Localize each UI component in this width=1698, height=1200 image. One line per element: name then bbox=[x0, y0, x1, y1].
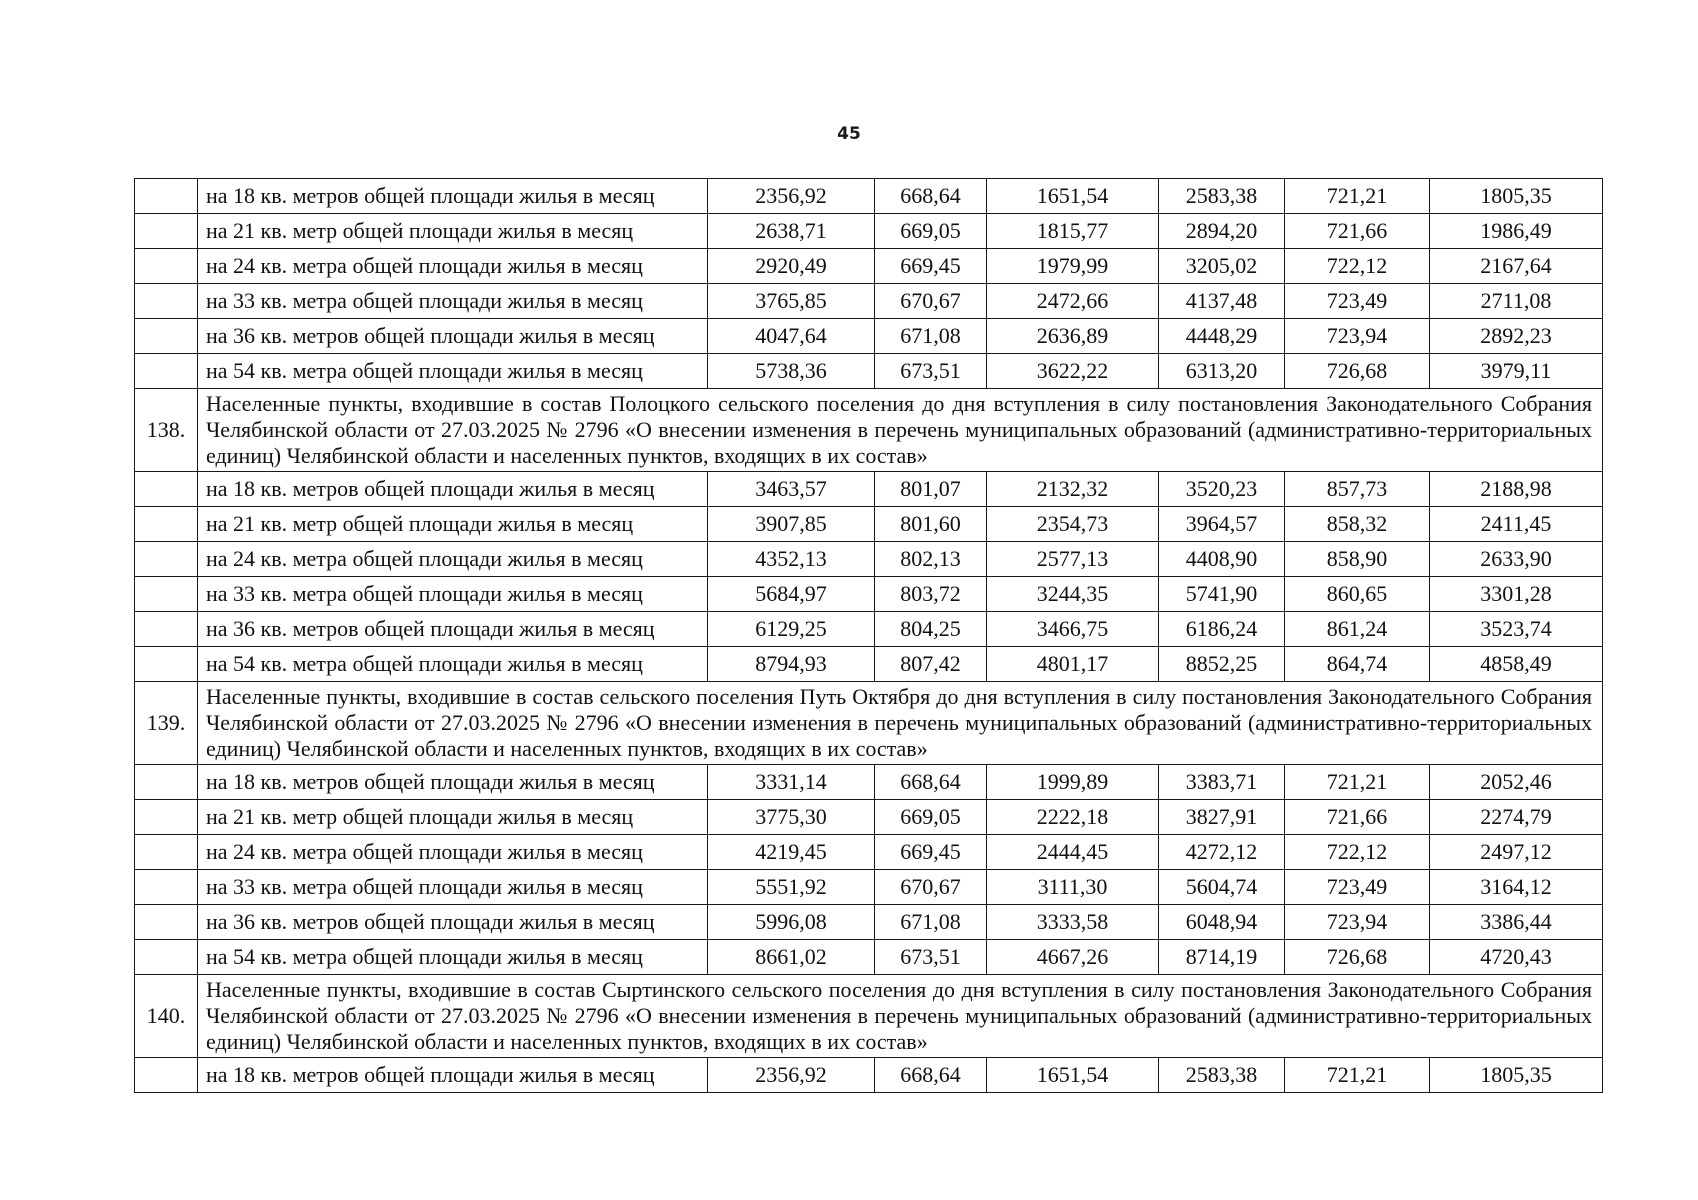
table-row bbox=[135, 179, 1603, 214]
value-cell: 669,45 bbox=[875, 835, 987, 870]
value-cell: 5738,36 bbox=[708, 354, 875, 389]
row-label: на 24 кв. метра общей площади жилья в месяц bbox=[198, 542, 708, 577]
value-cell: 726,68 bbox=[1285, 354, 1430, 389]
table-row bbox=[135, 354, 1603, 389]
row-number-cell bbox=[135, 800, 198, 835]
value-cell: 2132,32 bbox=[987, 472, 1159, 507]
table-row bbox=[135, 542, 1603, 577]
row-number-cell bbox=[135, 284, 198, 319]
value-cell: 4408,90 bbox=[1159, 542, 1285, 577]
value-cell: 721,21 bbox=[1285, 1058, 1430, 1093]
value-cell: 3523,74 bbox=[1430, 612, 1603, 647]
value-cell: 8794,93 bbox=[708, 647, 875, 682]
value-cell: 1815,77 bbox=[987, 214, 1159, 249]
value-cell: 3964,57 bbox=[1159, 507, 1285, 542]
table-row bbox=[135, 905, 1603, 940]
value-cell: 5604,74 bbox=[1159, 870, 1285, 905]
row-label: на 54 кв. метра общей площади жилья в месяц bbox=[198, 354, 708, 389]
row-number-cell bbox=[135, 354, 198, 389]
row-number-cell bbox=[135, 472, 198, 507]
value-cell: 2583,38 bbox=[1159, 1058, 1285, 1093]
value-cell: 4720,43 bbox=[1430, 940, 1603, 975]
row-label: на 36 кв. метров общей площади жилья в месяц bbox=[198, 905, 708, 940]
value-cell: 3386,44 bbox=[1430, 905, 1603, 940]
value-cell: 669,05 bbox=[875, 800, 987, 835]
value-cell: 8852,25 bbox=[1159, 647, 1285, 682]
value-cell: 673,51 bbox=[875, 354, 987, 389]
value-cell: 2354,73 bbox=[987, 507, 1159, 542]
value-cell: 671,08 bbox=[875, 319, 987, 354]
tariff-table bbox=[134, 178, 1603, 1093]
row-label: на 24 кв. метра общей площади жилья в месяц bbox=[198, 249, 708, 284]
row-label: на 18 кв. метров общей площади жилья в месяц bbox=[198, 765, 708, 800]
table-row bbox=[135, 577, 1603, 612]
table-row bbox=[135, 284, 1603, 319]
row-number-cell bbox=[135, 577, 198, 612]
row-label: на 21 кв. метр общей площади жилья в месяц bbox=[198, 507, 708, 542]
value-cell: 858,32 bbox=[1285, 507, 1430, 542]
value-cell: 3520,23 bbox=[1159, 472, 1285, 507]
value-cell: 673,51 bbox=[875, 940, 987, 975]
row-number-cell bbox=[135, 1058, 198, 1093]
value-cell: 2356,92 bbox=[708, 1058, 875, 1093]
value-cell: 804,25 bbox=[875, 612, 987, 647]
row-number-cell bbox=[135, 835, 198, 870]
value-cell: 2472,66 bbox=[987, 284, 1159, 319]
value-cell: 2222,18 bbox=[987, 800, 1159, 835]
table-row bbox=[135, 765, 1603, 800]
value-cell: 723,49 bbox=[1285, 870, 1430, 905]
value-cell: 3463,57 bbox=[708, 472, 875, 507]
value-cell: 2920,49 bbox=[708, 249, 875, 284]
value-cell: 2052,46 bbox=[1430, 765, 1603, 800]
value-cell: 4219,45 bbox=[708, 835, 875, 870]
row-number-cell bbox=[135, 249, 198, 284]
value-cell: 4272,12 bbox=[1159, 835, 1285, 870]
value-cell: 722,12 bbox=[1285, 249, 1430, 284]
section-number: 138. bbox=[135, 389, 198, 472]
value-cell: 721,66 bbox=[1285, 214, 1430, 249]
value-cell: 4448,29 bbox=[1159, 319, 1285, 354]
value-cell: 803,72 bbox=[875, 577, 987, 612]
value-cell: 858,90 bbox=[1285, 542, 1430, 577]
value-cell: 3907,85 bbox=[708, 507, 875, 542]
value-cell: 801,60 bbox=[875, 507, 987, 542]
section-number: 140. bbox=[135, 975, 198, 1058]
value-cell: 3622,22 bbox=[987, 354, 1159, 389]
table-row bbox=[135, 870, 1603, 905]
table-row bbox=[135, 472, 1603, 507]
value-cell: 3979,11 bbox=[1430, 354, 1603, 389]
row-number-cell bbox=[135, 612, 198, 647]
value-cell: 2583,38 bbox=[1159, 179, 1285, 214]
row-label: на 21 кв. метр общей площади жилья в месяц bbox=[198, 800, 708, 835]
row-label: на 33 кв. метра общей площади жилья в месяц bbox=[198, 577, 708, 612]
section-title: Населенные пункты, входившие в состав сельского поселения Путь Октября до дня вступления в силу постановления Законодательного Собрания Челябинской области от 27.03.2025 № 2796 «О внесении изменения в перечень муниципальных образований (административно-территориальных единиц) Челябинской области и населенных пунктов, входящих в их состав» bbox=[198, 682, 1603, 765]
value-cell: 721,21 bbox=[1285, 179, 1430, 214]
value-cell: 670,67 bbox=[875, 870, 987, 905]
value-cell: 721,66 bbox=[1285, 800, 1430, 835]
value-cell: 3466,75 bbox=[987, 612, 1159, 647]
value-cell: 3111,30 bbox=[987, 870, 1159, 905]
value-cell: 2638,71 bbox=[708, 214, 875, 249]
value-cell: 3205,02 bbox=[1159, 249, 1285, 284]
row-label: на 18 кв. метров общей площади жилья в месяц bbox=[198, 1058, 708, 1093]
value-cell: 2636,89 bbox=[987, 319, 1159, 354]
value-cell: 3775,30 bbox=[708, 800, 875, 835]
table-row bbox=[135, 507, 1603, 542]
value-cell: 4858,49 bbox=[1430, 647, 1603, 682]
value-cell: 722,12 bbox=[1285, 835, 1430, 870]
value-cell: 5684,97 bbox=[708, 577, 875, 612]
value-cell: 2894,20 bbox=[1159, 214, 1285, 249]
row-label: на 18 кв. метров общей площади жилья в месяц bbox=[198, 179, 708, 214]
value-cell: 6048,94 bbox=[1159, 905, 1285, 940]
row-label: на 18 кв. метров общей площади жилья в месяц bbox=[198, 472, 708, 507]
table-row bbox=[135, 214, 1603, 249]
row-number-cell bbox=[135, 507, 198, 542]
value-cell: 2444,45 bbox=[987, 835, 1159, 870]
table-row bbox=[135, 940, 1603, 975]
row-label: на 36 кв. метров общей площади жилья в месяц bbox=[198, 319, 708, 354]
table-row bbox=[135, 800, 1603, 835]
value-cell: 726,68 bbox=[1285, 940, 1430, 975]
value-cell: 2892,23 bbox=[1430, 319, 1603, 354]
value-cell: 4047,64 bbox=[708, 319, 875, 354]
value-cell: 3244,35 bbox=[987, 577, 1159, 612]
value-cell: 3765,85 bbox=[708, 284, 875, 319]
value-cell: 4667,26 bbox=[987, 940, 1159, 975]
value-cell: 2356,92 bbox=[708, 179, 875, 214]
value-cell: 6313,20 bbox=[1159, 354, 1285, 389]
value-cell: 4137,48 bbox=[1159, 284, 1285, 319]
table-row bbox=[135, 1058, 1603, 1093]
table-body bbox=[135, 179, 1603, 1093]
value-cell: 669,05 bbox=[875, 214, 987, 249]
value-cell: 2411,45 bbox=[1430, 507, 1603, 542]
value-cell: 1651,54 bbox=[987, 1058, 1159, 1093]
row-number-cell bbox=[135, 940, 198, 975]
value-cell: 1986,49 bbox=[1430, 214, 1603, 249]
row-label: на 21 кв. метр общей площади жилья в месяц bbox=[198, 214, 708, 249]
value-cell: 668,64 bbox=[875, 179, 987, 214]
value-cell: 2711,08 bbox=[1430, 284, 1603, 319]
value-cell: 1651,54 bbox=[987, 179, 1159, 214]
value-cell: 5996,08 bbox=[708, 905, 875, 940]
table-row bbox=[135, 249, 1603, 284]
value-cell: 4352,13 bbox=[708, 542, 875, 577]
value-cell: 721,21 bbox=[1285, 765, 1430, 800]
section-header-row bbox=[135, 975, 1603, 1058]
value-cell: 669,45 bbox=[875, 249, 987, 284]
value-cell: 1999,89 bbox=[987, 765, 1159, 800]
row-number-cell bbox=[135, 179, 198, 214]
value-cell: 3333,58 bbox=[987, 905, 1159, 940]
value-cell: 802,13 bbox=[875, 542, 987, 577]
value-cell: 3827,91 bbox=[1159, 800, 1285, 835]
value-cell: 3164,12 bbox=[1430, 870, 1603, 905]
value-cell: 864,74 bbox=[1285, 647, 1430, 682]
value-cell: 668,64 bbox=[875, 1058, 987, 1093]
value-cell: 3301,28 bbox=[1430, 577, 1603, 612]
value-cell: 1805,35 bbox=[1430, 1058, 1603, 1093]
value-cell: 860,65 bbox=[1285, 577, 1430, 612]
value-cell: 861,24 bbox=[1285, 612, 1430, 647]
table-row bbox=[135, 647, 1603, 682]
row-label: на 24 кв. метра общей площади жилья в месяц bbox=[198, 835, 708, 870]
section-number: 139. bbox=[135, 682, 198, 765]
value-cell: 670,67 bbox=[875, 284, 987, 319]
row-number-cell bbox=[135, 905, 198, 940]
value-cell: 668,64 bbox=[875, 765, 987, 800]
section-header-row bbox=[135, 682, 1603, 765]
row-label: на 36 кв. метров общей площади жилья в месяц bbox=[198, 612, 708, 647]
value-cell: 3331,14 bbox=[708, 765, 875, 800]
value-cell: 801,07 bbox=[875, 472, 987, 507]
row-label: на 54 кв. метра общей площади жилья в месяц bbox=[198, 940, 708, 975]
value-cell: 2188,98 bbox=[1430, 472, 1603, 507]
row-label: на 54 кв. метра общей площади жилья в месяц bbox=[198, 647, 708, 682]
section-header-row bbox=[135, 389, 1603, 472]
value-cell: 723,94 bbox=[1285, 905, 1430, 940]
value-cell: 2274,79 bbox=[1430, 800, 1603, 835]
value-cell: 1979,99 bbox=[987, 249, 1159, 284]
row-number-cell bbox=[135, 870, 198, 905]
value-cell: 8661,02 bbox=[708, 940, 875, 975]
value-cell: 2167,64 bbox=[1430, 249, 1603, 284]
value-cell: 671,08 bbox=[875, 905, 987, 940]
table-row bbox=[135, 835, 1603, 870]
row-number-cell bbox=[135, 319, 198, 354]
value-cell: 2633,90 bbox=[1430, 542, 1603, 577]
page-number: 45 bbox=[837, 124, 861, 144]
table-row bbox=[135, 612, 1603, 647]
value-cell: 6186,24 bbox=[1159, 612, 1285, 647]
value-cell: 8714,19 bbox=[1159, 940, 1285, 975]
value-cell: 857,73 bbox=[1285, 472, 1430, 507]
row-number-cell bbox=[135, 647, 198, 682]
value-cell: 5551,92 bbox=[708, 870, 875, 905]
value-cell: 1805,35 bbox=[1430, 179, 1603, 214]
table-row bbox=[135, 319, 1603, 354]
row-number-cell bbox=[135, 765, 198, 800]
value-cell: 723,94 bbox=[1285, 319, 1430, 354]
value-cell: 2577,13 bbox=[987, 542, 1159, 577]
row-label: на 33 кв. метра общей площади жилья в месяц bbox=[198, 870, 708, 905]
value-cell: 6129,25 bbox=[708, 612, 875, 647]
section-title: Населенные пункты, входившие в состав Сыртинского сельского поселения до дня вступления в силу постановления Законодательного Собрания Челябинской области от 27.03.2025 № 2796 «О внесении изменения в перечень муниципальных образований (административно-территориальных единиц) Челябинской области и населенных пунктов, входящих в их состав» bbox=[198, 975, 1603, 1058]
value-cell: 3383,71 bbox=[1159, 765, 1285, 800]
value-cell: 723,49 bbox=[1285, 284, 1430, 319]
value-cell: 2497,12 bbox=[1430, 835, 1603, 870]
row-number-cell bbox=[135, 214, 198, 249]
value-cell: 5741,90 bbox=[1159, 577, 1285, 612]
value-cell: 4801,17 bbox=[987, 647, 1159, 682]
section-title: Населенные пункты, входившие в состав Полоцкого сельского поселения до дня вступления в силу постановления Законодательного Собрания Челябинской области от 27.03.2025 № 2796 «О внесении изменения в перечень муниципальных образований (административно-территориальных единиц) Челябинской области и населенных пунктов, входящих в их состав» bbox=[198, 389, 1603, 472]
value-cell: 807,42 bbox=[875, 647, 987, 682]
row-label: на 33 кв. метра общей площади жилья в месяц bbox=[198, 284, 708, 319]
row-number-cell bbox=[135, 542, 198, 577]
